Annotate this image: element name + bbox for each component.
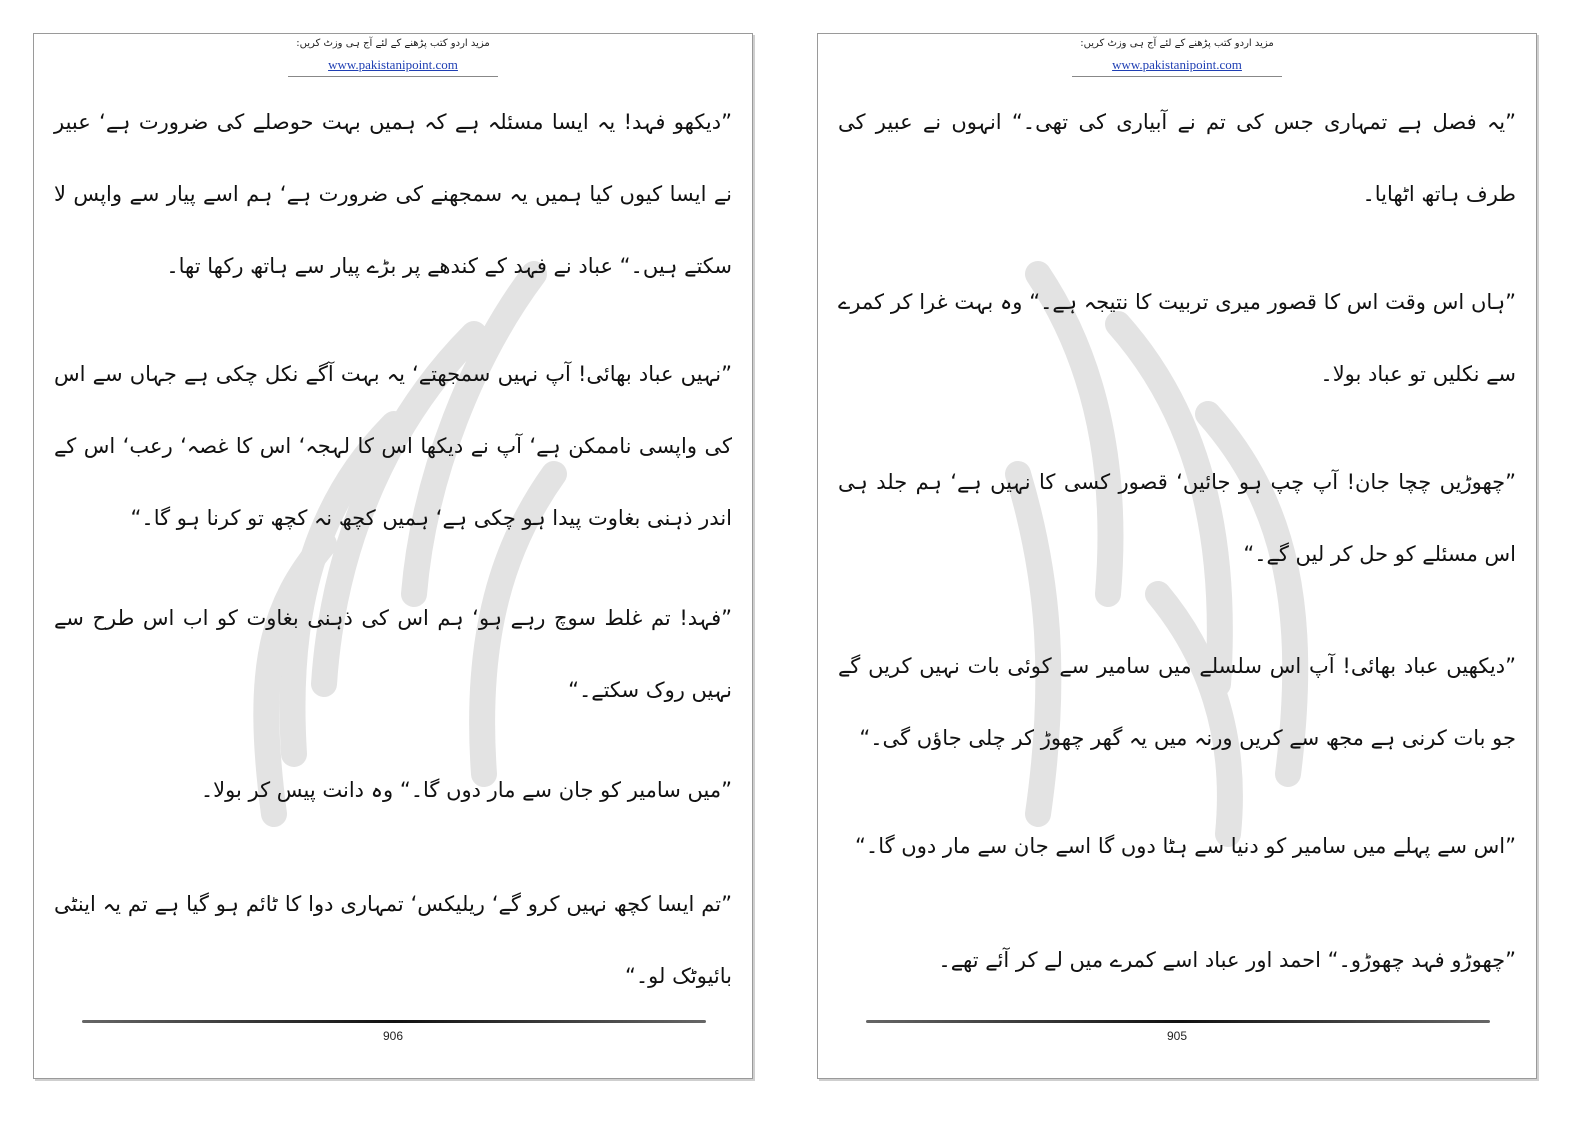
paragraph: ”یہ فصل ہے تمہاری جس کی تم نے آبیاری کی تھی۔“ انہوں نے عبیر کی طرف ہاتھ اٹھایا۔ <box>838 110 1516 206</box>
left-page <box>33 33 753 1079</box>
website-link[interactable]: www.pakistanipoint.com <box>1112 57 1242 72</box>
paragraph: ”دیکھو فہد! یہ ایسا مسئلہ ہے کہ ہمیں بہت حوصلے کی ضرورت ہے‘ عبیر نے ایسا کیوں کیا ہمیں یہ سمجھنے کی ضرورت ہے‘ ہم اسے پیار سے واپس لا سکتے ہیں۔“ عباد نے فہد کے کندھے پر بڑے پیار سے ہاتھ رکھا تھا۔ <box>54 110 732 278</box>
page-number: 905 <box>1166 1029 1188 1043</box>
paragraph: ”تم ایسا کچھ نہیں کرو گے‘ ریلیکس‘ تمہاری دوا کا ٹائم ہو گیا ہے تم یہ اینٹی بائیوٹک لو۔“ <box>54 892 732 988</box>
header-divider <box>1072 76 1282 77</box>
footer-divider <box>866 1020 1490 1023</box>
paragraph: ”چھوڑیں چچا جان! آپ چپ ہو جائیں‘ قصور کسی کا نہیں ہے‘ ہم جلد ہی اس مسئلے کو حل کر لیں گے۔“ <box>838 470 1516 566</box>
website-link[interactable]: www.pakistanipoint.com <box>328 57 458 72</box>
header-note: مزید اردو کتب پڑھنے کے لئے آج ہی وزٹ کریں: <box>1080 38 1274 49</box>
footer-divider <box>82 1020 706 1023</box>
right-page <box>817 33 1537 1079</box>
paragraph: ”فہد! تم غلط سوچ رہے ہو‘ ہم اس کی ذہنی بغاوت کو اب اس طرح سے نہیں روک سکتے۔“ <box>54 606 732 702</box>
paragraph: ”ہاں اس وقت اس کا قصور میری تربیت کا نتیجہ ہے۔“ وہ بہت غرا کر کمرے سے نکلیں تو عباد بولا۔ <box>838 290 1516 386</box>
page-number: 906 <box>382 1029 404 1043</box>
header-note: مزید اردو کتب پڑھنے کے لئے آج ہی وزٹ کریں: <box>296 38 490 49</box>
paragraph: ”چھوڑو فہد چھوڑو۔“ احمد اور عباد اسے کمرے میں لے کر آئے تھے۔ <box>938 948 1516 972</box>
header-divider <box>288 76 498 77</box>
paragraph: ”دیکھیں عباد بھائی! آپ اس سلسلے میں سامیر سے کوئی بات نہیں کریں گے جو بات کرنی ہے مجھ سے کریں ورنہ میں یہ گھر چھوڑ کر چلی جاؤں گی۔“ <box>838 654 1516 750</box>
header-link-wrap <box>818 57 1536 73</box>
paragraph: ”نہیں عباد بھائی! آپ نہیں سمجھتے‘ یہ بہت آگے نکل چکی ہے جہاں سے اس کی واپسی ناممکن ہے‘ آپ نے دیکھا اس کا لہجہ‘ اس کا غصہ‘ رعب‘ اس کے اندر ذہنی بغاوت پیدا ہو چکی ہے‘ ہمیں کچھ نہ کچھ تو کرنا ہو گا۔“ <box>54 362 732 530</box>
header-link-wrap <box>34 57 752 73</box>
paragraph: ”اس سے پہلے میں سامیر کو دنیا سے ہٹا دوں گا اسے جان سے مار دوں گا۔“ <box>855 834 1516 858</box>
paragraph: ”میں سامیر کو جان سے مار دوں گا۔“ وہ دانت پیس کر بولا۔ <box>200 778 732 802</box>
